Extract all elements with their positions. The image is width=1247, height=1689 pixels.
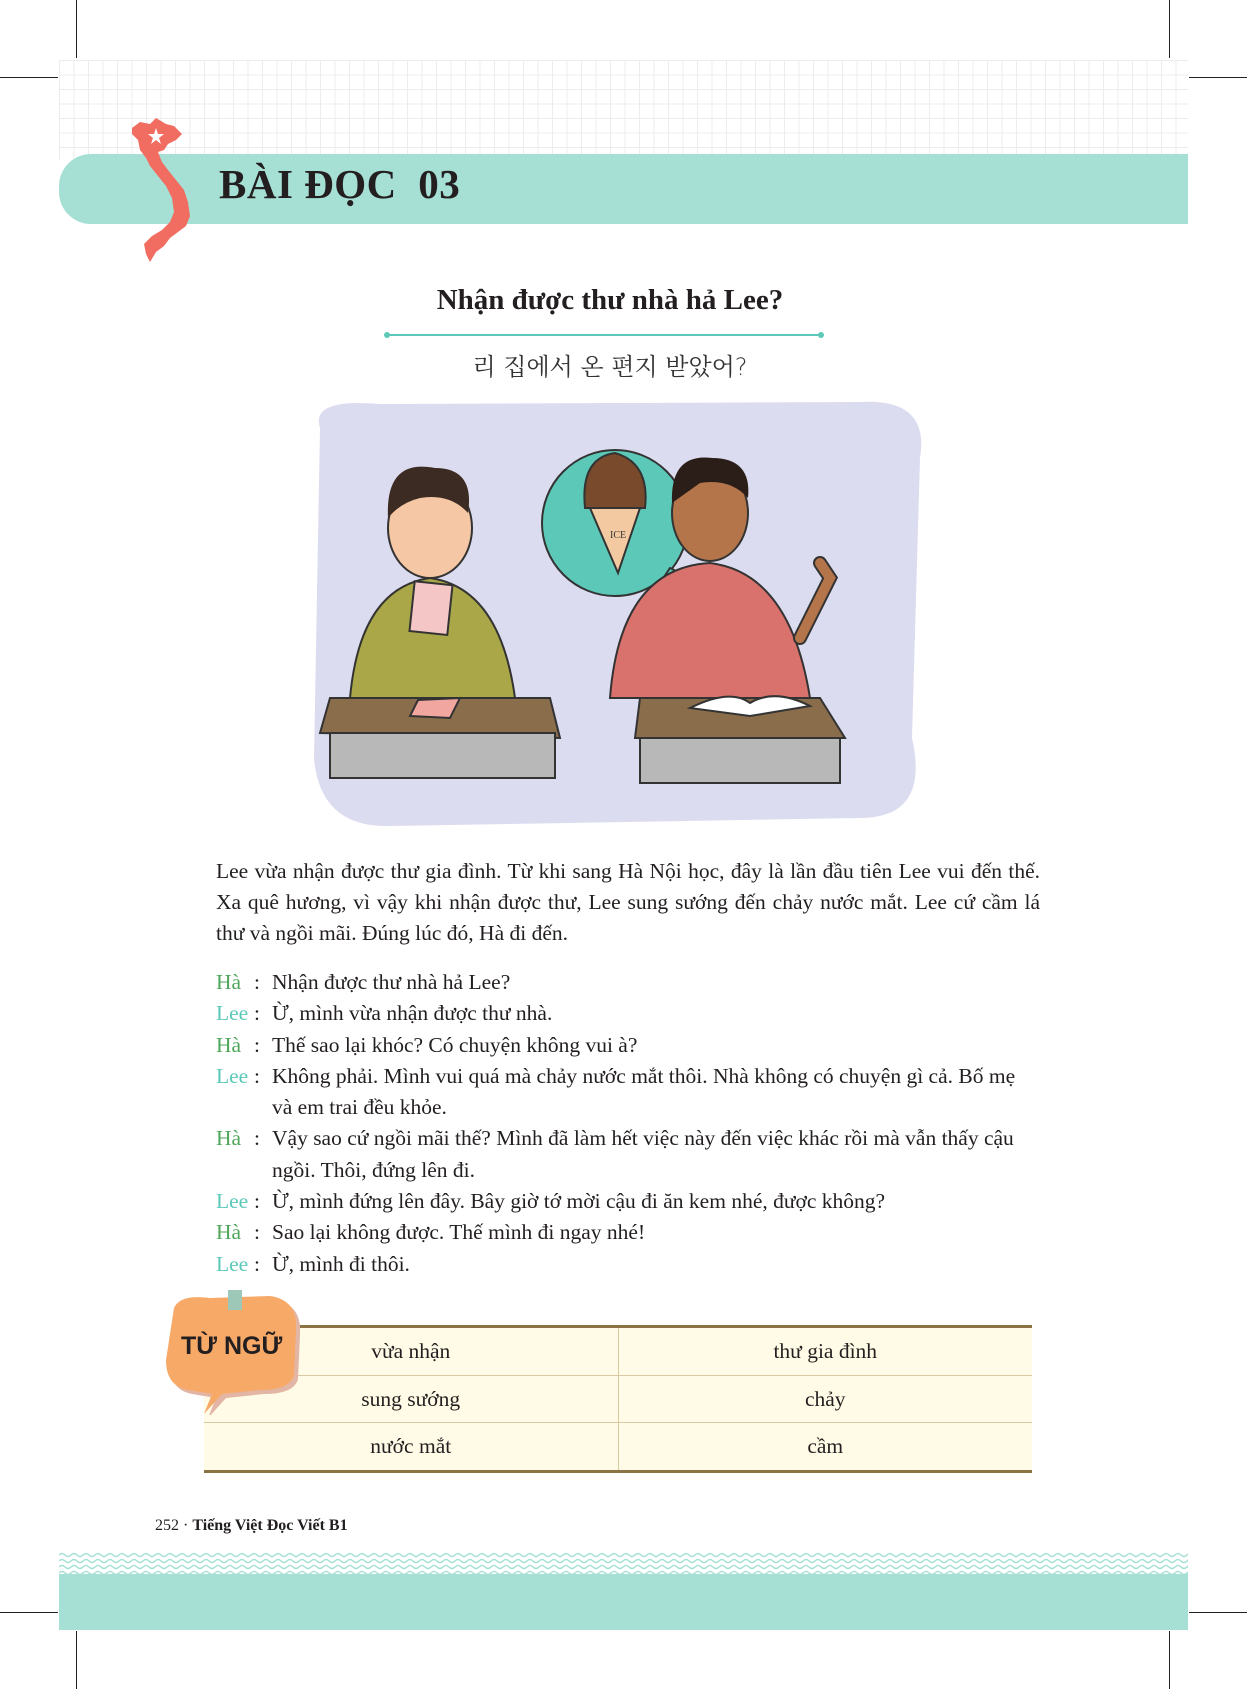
- vocabulary-word: chảy: [804, 1386, 846, 1411]
- title-underline: [387, 334, 821, 336]
- dialogue: [216, 967, 1040, 1280]
- crop-mark: [1169, 0, 1170, 58]
- vocabulary-word: vừa nhận: [204, 1328, 619, 1375]
- page-number: 252: [155, 1517, 179, 1534]
- vocabulary-row: [204, 1376, 1032, 1424]
- speaker-name: Hà: [216, 1032, 242, 1057]
- footer-separator: ·: [183, 1517, 189, 1534]
- footer-band: [59, 1574, 1188, 1630]
- dialogue-text: Không phải. Mình vui quá mà chảy nước mắt thôi. Nhà không có chuyện gì cả. Bố mẹ và em trai đều khỏe.: [272, 1063, 1016, 1120]
- wave-decoration: [59, 1550, 1188, 1576]
- crop-mark: [76, 1631, 77, 1689]
- colon: :: [254, 1251, 260, 1276]
- illustration: [300, 398, 950, 833]
- speaker-name: Hà: [216, 970, 242, 994]
- dialogue-text: Ừ, mình đứng lên đây. Bây giờ tớ mời cậu đi ăn kem nhé, được không?: [272, 1189, 886, 1214]
- story-paragraph: Lee vừa nhận được thư gia đình. Từ khi sang Hà Nội học, đây là lần đầu tiên Lee vui đến thế. Xa quê hương, vì vậy khi nhận được thư, Lee sung sướng đến chảy nước mắt. Lee cứ cầm lá thư và ngồi mãi. Đúng lúc đó, Hà đi đến.: [216, 859, 1040, 945]
- colon: :: [254, 1063, 260, 1088]
- book-title: Tiếng Việt Đọc Viết B1: [192, 1517, 348, 1534]
- crop-mark: [0, 1612, 58, 1613]
- vocabulary-word: nước mắt: [204, 1423, 619, 1470]
- speaker-name: Hà: [216, 1220, 242, 1245]
- dialogue-line: [216, 1186, 1040, 1217]
- lesson-title: BÀI ĐỌC 03: [219, 161, 461, 207]
- grid-background: [59, 60, 1188, 160]
- vocabulary-row: [204, 1423, 1032, 1470]
- colon: :: [254, 1032, 260, 1057]
- reading-title: Nhận được thư nhà hả Lee?: [436, 284, 784, 316]
- speaker-name: Lee: [216, 1063, 249, 1088]
- dialogue-line: [216, 1123, 1040, 1186]
- speaker-name: Hà: [216, 1126, 242, 1151]
- dialogue-text: Sao lại không được. Thế mình đi ngay nhé!: [272, 1220, 646, 1245]
- colon: :: [254, 1189, 260, 1214]
- dialogue-text: Ừ, mình đi thôi.: [272, 1251, 410, 1276]
- crop-mark: [1189, 77, 1247, 78]
- crop-mark: [76, 0, 77, 58]
- dialogue-text: Ừ, mình vừa nhận được thư nhà.: [272, 1001, 553, 1026]
- speaker-name: Lee: [216, 1189, 249, 1214]
- vocabulary-sticker: [160, 1290, 300, 1415]
- colon: :: [254, 1220, 260, 1245]
- reading-title-korean: 리 집에서 온 편지 받았어?: [472, 353, 748, 381]
- dialogue-text: Nhận được thư nhà hả Lee?: [272, 970, 511, 994]
- dialogue-line: [216, 998, 1040, 1029]
- colon: :: [254, 970, 260, 994]
- ice-cone-label: ICE: [610, 530, 627, 541]
- dialogue-line: [216, 1061, 1040, 1124]
- colon: :: [254, 1126, 260, 1151]
- dialogue-line: [216, 1249, 1040, 1280]
- dialogue-text: Vậy sao cứ ngồi mãi thế? Mình đã làm hết việc này đến việc khác rồi mà vẫn thấy cậu ngồi. Thôi, đứng lên đi.: [272, 1126, 1014, 1182]
- dialogue-line: [216, 967, 1040, 998]
- vietnam-map-icon: [128, 118, 208, 264]
- dialogue-text: Thế sao lại khóc? Có chuyện không vui à?: [272, 1032, 638, 1057]
- crop-mark: [1189, 1612, 1247, 1613]
- vocabulary-word: thư gia đình: [773, 1339, 878, 1363]
- speaker-name: Lee: [216, 1251, 249, 1276]
- crop-mark: [0, 77, 58, 78]
- vocabulary-word: sung sướng: [204, 1376, 619, 1423]
- speaker-name: Lee: [216, 1001, 249, 1026]
- crop-mark: [1169, 1631, 1170, 1689]
- page-footer: [155, 1517, 348, 1535]
- vocabulary-label: TỪ NGỮ: [181, 1332, 283, 1360]
- dialogue-line: [216, 1030, 1040, 1061]
- vocabulary-row: [204, 1328, 1032, 1376]
- dialogue-line: [216, 1217, 1040, 1248]
- vocabulary-word: cầm: [807, 1434, 844, 1458]
- vocabulary-table: [204, 1325, 1032, 1473]
- colon: :: [254, 1001, 260, 1026]
